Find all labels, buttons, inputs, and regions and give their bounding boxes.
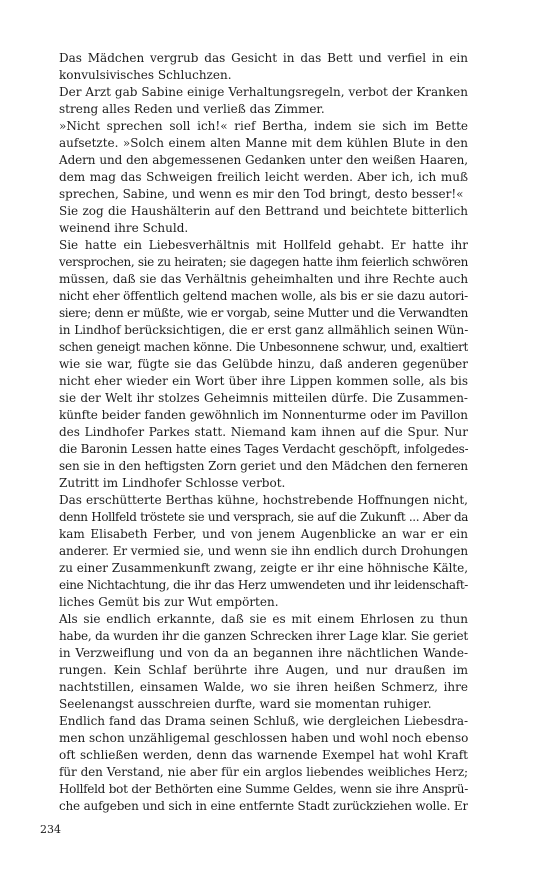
text-line: anderer. Er vermied sie, und wenn sie ihn endlich durch Drohungen xyxy=(59,544,468,558)
paragraph xyxy=(40,118,468,203)
text-line: nicht eher öffentlich geltend machen wolle, als bis er sie dazu autori- xyxy=(59,289,468,303)
text-line: die Baronin Lessen hatte eines Tages Verdacht geschöpft, infolgedes- xyxy=(59,442,468,456)
text-line: eine Nichtachtung, die ihr das Herz umwendeten und ihr leidenschaft- xyxy=(59,578,468,592)
text-line: che aufgeben und sich in eine entfernte Stadt zurückziehen wolle. Er xyxy=(59,799,468,813)
text-line: siere; denn er müßte, wie er vorgab, seine Mutter und die Verwandten xyxy=(59,306,468,320)
text-line: oft schließen werden, denn das warnende Exempel hat wohl Kraft xyxy=(59,748,468,762)
text-line: in Verzweiflung und von da an begannen ihre nächtlichen Wande- xyxy=(59,646,468,660)
paragraph xyxy=(40,611,468,713)
paragraph xyxy=(40,237,468,492)
text-line: streng alles Reden und verließ das Zimmer. xyxy=(59,102,325,116)
text-line: schen geneigt machen könne. Die Unbesonnene schwur, und, exaltiert xyxy=(59,340,468,354)
page-number: 234 xyxy=(40,823,61,836)
text-line: Sie hatte ein Liebesverhältnis mit Hollfeld gehabt. Er hatte ihr xyxy=(59,238,468,252)
text-line: Zutritt im Lindhofer Schlosse verbot. xyxy=(59,476,286,490)
text-line: dem mag das Schweigen freilich leicht werden. Aber ich, ich muß xyxy=(59,170,468,184)
text-line: sie der Welt ihr stolzes Geheimnis mitteilen dürfe. Die Zusammen- xyxy=(59,391,468,405)
text-line: Das erschütterte Berthas kühne, hochstrebende Hoffnungen nicht, xyxy=(59,493,468,507)
text-line: Das Mädchen vergrub das Gesicht in das Bett und verfiel in ein xyxy=(59,51,468,65)
text-line: liches Gemüt bis zur Wut empörten. xyxy=(59,595,279,609)
text-line: müssen, daß sie das Verhältnis geheimhalten und ihre Rechte auch xyxy=(59,272,468,286)
text-line: Sie zog die Haushälterin auf den Bettrand und beichtete bitterlich xyxy=(59,204,468,218)
text-line: rungen. Kein Schlaf berührte ihre Augen, und nur draußen im xyxy=(59,663,468,677)
text-line: »Nicht sprechen soll ich!« rief Bertha, indem sie sich im Bette xyxy=(59,119,468,133)
text-line: Endlich fand das Drama seinen Schluß, wie dergleichen Liebesdra- xyxy=(59,714,468,728)
paragraph xyxy=(40,492,468,611)
text-line: weinend ihre Schuld. xyxy=(59,221,189,235)
text-line: versprochen, sie zu heiraten; sie dagegen hatte ihm feierlich schwören xyxy=(59,255,468,269)
text-line: sprechen, Sabine, und wenn es mir den Tod bringt, desto besser!« xyxy=(59,187,464,201)
text-line: denn Hollfeld tröstete sie und versprach, sie auf die Zukunft ... Aber da xyxy=(59,510,468,524)
text-line: aufsetzte. »Solch einem alten Manne mit dem kühlen Blute in den xyxy=(59,136,468,150)
text-line: wie sie war, fügte sie das Gelübde hinzu, daß anderen gegenüber xyxy=(59,357,468,371)
paragraph xyxy=(40,84,468,118)
text-line: kam Elisabeth Ferber, und von jenem Augenblicke an war er ein xyxy=(59,527,468,541)
text-line: zu einer Zusammenkunft zwang, zeigte er ihr eine höhnische Kälte, xyxy=(59,561,468,575)
text-line: Hollfeld bot der Bethörten eine Summe Geldes, wenn sie ihre Ansprü- xyxy=(59,782,468,796)
text-line: in Lindhof berücksichtigen, die er erst ganz allmählich seinen Wün- xyxy=(59,323,468,337)
text-line: nachtstillen, einsamen Walde, wo sie ihren heißen Schmerz, ihre xyxy=(59,680,468,694)
paragraph xyxy=(40,713,468,815)
text-line: Der Arzt gab Sabine einige Verhaltungsregeln, verbot der Kranken xyxy=(59,85,468,99)
text-line: Seelenangst ausschreien durfte, ward sie momentan ruhiger. xyxy=(59,697,432,711)
text-line: Adern und den abgemessenen Gedanken unter den weißen Haaren, xyxy=(59,153,468,167)
text-line: für den Verstand, nie aber für ein arglos liebendes weibliches Herz; xyxy=(59,765,468,779)
text-line: Als sie endlich erkannte, daß sie es mit einem Ehrlosen zu thun xyxy=(59,612,468,626)
text-line: konvulsivisches Schluchzen. xyxy=(59,68,232,82)
paragraph xyxy=(40,203,468,237)
body-text xyxy=(40,50,468,815)
text-line: sen sie in den heftigsten Zorn geriet und den Mädchen den ferneren xyxy=(59,459,468,473)
text-line: nicht eher wieder ein Wort über ihre Lippen kommen solle, als bis xyxy=(59,374,468,388)
text-line: künfte beider fanden gewöhnlich im Nonnenturme oder im Pavillon xyxy=(59,408,468,422)
text-line: habe, da wurden ihr die ganzen Schrecken ihrer Lage klar. Sie geriet xyxy=(59,629,468,643)
text-line: des Lindhofer Parkes statt. Niemand kam ihnen auf die Spur. Nur xyxy=(59,425,468,439)
paragraph xyxy=(40,50,468,84)
text-line: men schon unzähligemal geschlossen haben und wohl noch ebenso xyxy=(59,731,468,745)
